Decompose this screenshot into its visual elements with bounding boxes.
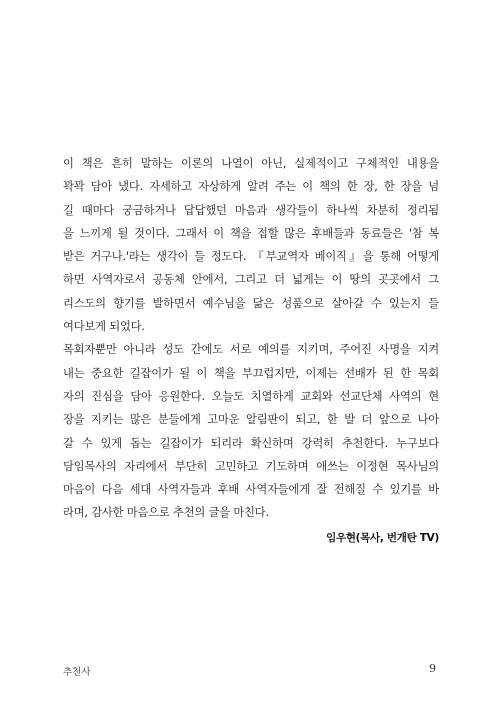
text-line: 길 때마다 궁금하거나 답답했던 마음과 생각들이 하나씩 차분히 정리됨 bbox=[63, 203, 439, 217]
text-line: 여다보게 되었다. bbox=[63, 320, 145, 334]
text-line: 마음이 다음 세대 사역자들과 후배 사역자들에게 잘 전해질 수 있기를 바 bbox=[63, 483, 439, 497]
text-line: 담임목사의 자리에서 부단히 고민하고 기도하며 애쓰는 이정현 목사님의 bbox=[63, 459, 439, 473]
text-line: 라며, 감사한 마음으로 추천의 글을 마친다. bbox=[63, 506, 269, 520]
text-line: 목회자뿐만 아니라 성도 간에도 서로 예의를 지키며, 주어진 사명을 지켜 bbox=[63, 343, 439, 357]
text-line: 받은 거구나.'라는 생각이 들 정도다. 『부교역자 베이직』을 통해 어떻게 bbox=[63, 250, 439, 264]
text-line: 자의 진심을 담아 응원한다. 오늘도 치열하게 교회와 선교단체 사역의 현 bbox=[63, 389, 439, 403]
text-line: 내는 중요한 길잡이가 될 이 책을 부끄럽지만, 이제는 선배가 된 한 목회 bbox=[63, 366, 439, 380]
author-signature: 임우현(목사, 번개탄 TV) bbox=[326, 532, 439, 544]
page-number: 9 bbox=[429, 662, 436, 675]
text-line: 리스도의 향기를 발하면서 예수님을 닮은 성품으로 살아갈 수 있는지 들 bbox=[63, 296, 439, 310]
text-line: 꽉꽉 담아 냈다. 자세하고 자상하게 알려 주는 이 책의 한 장, 한 장을 넘 bbox=[63, 180, 439, 194]
recommendation-body bbox=[63, 152, 439, 525]
text-line: 이 책은 흔히 말하는 이론의 나열이 아닌, 실제적이고 구체적인 내용을 bbox=[63, 157, 439, 170]
text-line: 장을 지키는 많은 분들에게 고마운 알림판이 되고, 한 발 더 앞으로 나아 bbox=[63, 413, 439, 427]
paragraph-1 bbox=[63, 152, 439, 338]
text-line: 을 느끼게 될 것이다. 그래서 이 책을 접할 많은 후배들과 동료들은 '참 복 bbox=[63, 226, 439, 240]
section-label: 추천사 bbox=[63, 667, 91, 678]
text-line: 하면 사역자로서 공동체 안에서, 그리고 더 넓게는 이 땅의 곳곳에서 그 bbox=[63, 273, 439, 287]
paragraph-2 bbox=[63, 338, 439, 524]
text-line: 갈 수 있게 돕는 길잡이가 되리라 확신하며 강력히 추천한다. 누구보다 bbox=[63, 436, 439, 450]
